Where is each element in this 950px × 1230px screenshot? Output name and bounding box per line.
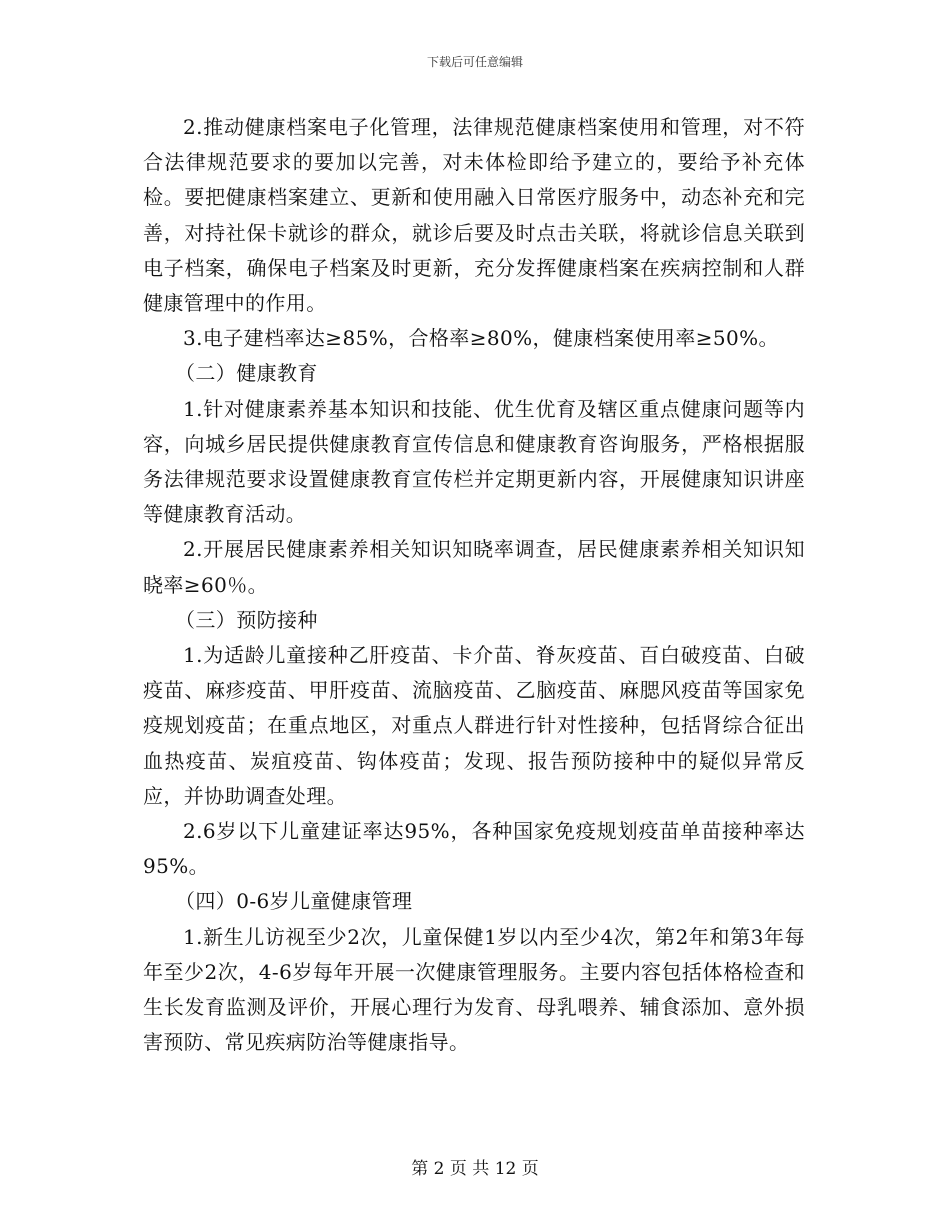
paragraph-child-health-visits: 1.新生儿访视至少2次，儿童保健1岁以内至少4次，第2年和第3年每年至少2次，4-6岁每年开展一次健康管理服务。主要内容包括体格检查和生长发育监测及评价，开展心理行为发育、母乳喂养、辅食添加、意外损害预防、常见疾病防治等健康指导。 (143, 924, 805, 1055)
paragraph-health-education-services: 1.针对健康素养基本知识和技能、优生优育及辖区重点健康问题等内容，向城乡居民提供健康教育宣传信息和健康教育咨询服务，严格根据服务法律规范要求设置健康教育宣传栏并定期更新内容，开展健康知识讲座等健康教育活动。 (143, 396, 805, 527)
section-heading-child-health: （四）0-6岁儿童健康管理 (175, 889, 413, 914)
document-body (143, 110, 805, 1060)
section-heading-vaccination: （三）预防接种 (175, 607, 318, 632)
paragraph-archive-digitization: 2.推动健康档案电子化管理，法律规范健康档案使用和管理，对不符合法律规范要求的要加以完善，对未体检即给予建立的，要给予补充体检。要把健康档案建立、更新和使用融入日常医疗服务中，动态补充和完善，对持社保卡就诊的群众，就诊后要及时点击关联，将就诊信息关联到电子档案，确保电子档案及时更新，充分发挥健康档案在疾病控制和人群健康管理中的作用。 (143, 115, 805, 316)
page-number-footer: 第 2 页 共 12 页 (411, 1159, 539, 1179)
paragraph-archive-targets: 3.电子建档率达≥85%，合格率≥80%，健康档案使用率≥50%。 (183, 326, 779, 351)
paragraph-vaccination-targets: 2.6岁以下儿童建证率达95%，各种国家免疫规划疫苗单苗接种率达95%。 (143, 819, 805, 879)
paragraph-health-literacy-survey: 2.开展居民健康素养相关知识知晓率调查，居民健康素养相关知识知晓率≥60％。 (143, 537, 805, 597)
page-header: 下载后可任意编辑 (426, 55, 523, 69)
section-heading-health-education: （二）健康教育 (175, 361, 318, 386)
paragraph-vaccination-scope: 1.为适龄儿童接种乙肝疫苗、卡介苗、脊灰疫苗、百白破疫苗、白破疫苗、麻疹疫苗、甲肝疫苗、流脑疫苗、乙脑疫苗、麻腮风疫苗等国家免疫规划疫苗；在重点地区，对重点人群进行针对性接种，包括肾综合征出血热疫苗、炭疽疫苗、钩体疫苗；发现、报告预防接种中的疑似异常反应，并协助调查处理。 (143, 643, 805, 808)
